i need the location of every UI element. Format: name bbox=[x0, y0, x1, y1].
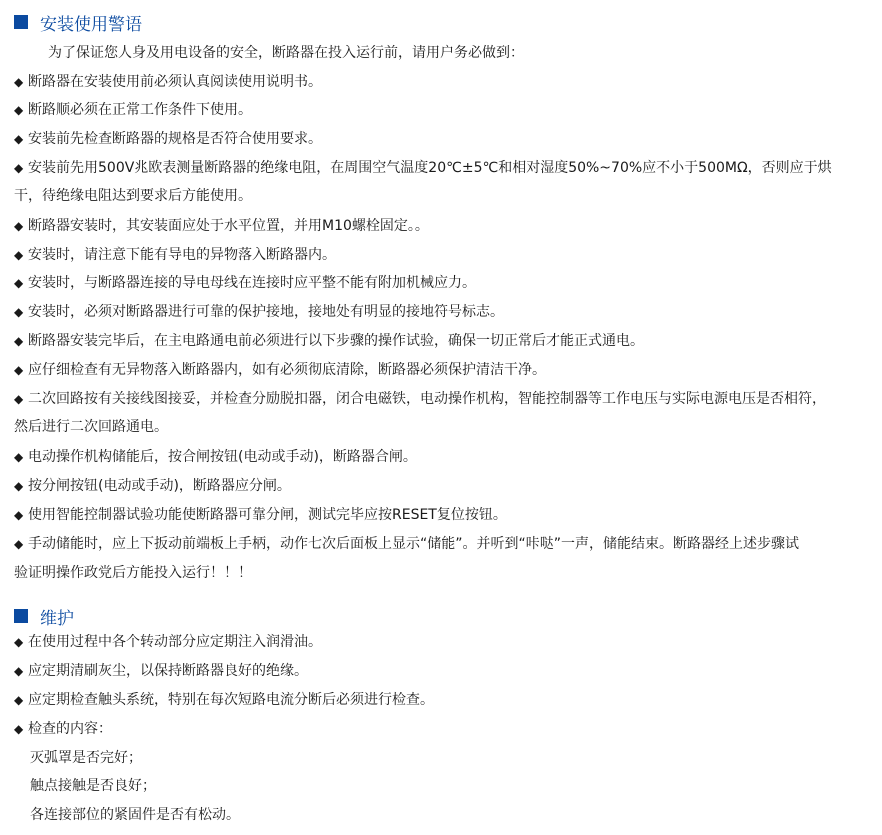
diamond-bullet-icon: ◆ bbox=[14, 132, 24, 146]
list-item bbox=[14, 68, 870, 97]
list-item-text: 断路器安装完毕后，在主电路通电前必须进行以下步骤的操作试验，确保一切正常后才能正式通电。 bbox=[28, 333, 644, 349]
section-marker-square bbox=[14, 15, 28, 29]
diamond-bullet-icon: ◆ bbox=[14, 537, 24, 551]
list-item bbox=[14, 298, 870, 327]
list-item bbox=[14, 356, 870, 385]
list-item bbox=[14, 657, 870, 686]
list-item-text: 手动储能时，应上下扳动前端板上手柄，动作七次后面板上显示“储能”。并听到“咔哒”一声，储能结束。断路器经上述步骤试 bbox=[28, 536, 800, 552]
intro-paragraph: 为了保证您人身及用电设备的安全，断路器在投入运行前，请用户务必做到： bbox=[48, 45, 524, 61]
list-item bbox=[14, 327, 870, 356]
list-item-text: 使用智能控制器试验功能使断路器可靠分闸，测试完毕应按RESET复位按钮。 bbox=[28, 507, 507, 523]
list-item bbox=[14, 715, 870, 744]
list-item bbox=[14, 501, 870, 530]
diamond-bullet-icon: ◆ bbox=[14, 103, 24, 117]
list-item-text: 断路器在安装使用前必须认真阅读使用说明书。 bbox=[28, 74, 322, 90]
list-item-text: 安装时，与断路器连接的导电母线在连接时应平整不能有附加机械应力。 bbox=[28, 275, 476, 291]
list-item bbox=[14, 212, 870, 241]
list-item-text: 安装前先用500V兆欧表测量断路器的绝缘电阻，在周围空气温度20℃±5℃和相对湿度50%~70%应不小于500MΩ，否则应于烘 bbox=[28, 160, 832, 176]
diamond-bullet-icon: ◆ bbox=[14, 508, 24, 522]
list-item bbox=[14, 96, 870, 125]
list-item-text: 安装前先检查断路器的规格是否符合使用要求。 bbox=[28, 131, 322, 147]
list-item-text: 应定期清刷灰尘，以保持断路器良好的绝缘。 bbox=[28, 663, 308, 679]
list-item-text: 断路器安装时，其安装面应处于水平位置，并用M10螺栓固定。。 bbox=[28, 218, 429, 234]
diamond-bullet-icon: ◆ bbox=[14, 276, 24, 290]
diamond-bullet-icon: ◆ bbox=[14, 219, 24, 233]
diamond-bullet-icon: ◆ bbox=[14, 248, 24, 262]
list-item bbox=[14, 385, 870, 414]
list-item bbox=[14, 530, 870, 559]
diamond-bullet-icon: ◆ bbox=[14, 305, 24, 319]
list-item bbox=[14, 269, 870, 298]
list-item bbox=[14, 125, 870, 154]
list-item-text: 应定期检查触头系统，特别在每次短路电流分断后必须进行检查。 bbox=[28, 692, 434, 708]
sub-item: 灭弧罩是否完好； bbox=[30, 750, 142, 766]
list-item bbox=[14, 241, 870, 270]
section-heading-maintenance bbox=[14, 604, 74, 628]
diamond-bullet-icon: ◆ bbox=[14, 392, 24, 406]
diamond-bullet-icon: ◆ bbox=[14, 479, 24, 493]
list-item-text: 在使用过程中各个转动部分应定期注入润滑油。 bbox=[28, 634, 322, 650]
section-title: 维护 bbox=[40, 608, 74, 629]
section-heading-installation-warnings bbox=[14, 10, 142, 34]
diamond-bullet-icon: ◆ bbox=[14, 722, 24, 736]
list-item-text: 应仔细检查有无异物落入断路器内，如有必须彻底清除，断路器必须保护清洁干净。 bbox=[28, 362, 546, 378]
list-item-text: 电动操作机构储能后，按合闸按钮(电动或手动)，断路器合闸。 bbox=[28, 449, 417, 465]
list-item bbox=[14, 472, 870, 501]
list-item-text: 检查的内容： bbox=[28, 721, 112, 737]
diamond-bullet-icon: ◆ bbox=[14, 635, 24, 649]
diamond-bullet-icon: ◆ bbox=[14, 363, 24, 377]
diamond-bullet-icon: ◆ bbox=[14, 334, 24, 348]
list-item-continuation: 然后进行二次回路通电。 bbox=[14, 419, 168, 435]
list-item bbox=[14, 686, 870, 715]
list-item-continuation: 干，待绝缘电阻达到要求后方能使用。 bbox=[14, 188, 252, 204]
diamond-bullet-icon: ◆ bbox=[14, 664, 24, 678]
list-item-text: 断路顺必须在正常工作条件下使用。 bbox=[28, 102, 252, 118]
list-item-text: 二次回路按有关接线图接妥，并检查分励脱扣器，闭合电磁铁，电动操作机构，智能控制器等工作电压与实际电源电压是否相符， bbox=[28, 391, 826, 407]
diamond-bullet-icon: ◆ bbox=[14, 450, 24, 464]
diamond-bullet-icon: ◆ bbox=[14, 693, 24, 707]
diamond-bullet-icon: ◆ bbox=[14, 75, 24, 89]
list-item-text: 按分闸按钮(电动或手动)，断路器应分闸。 bbox=[28, 478, 291, 494]
list-item-text: 安装时，必须对断路器进行可靠的保护接地，接地处有明显的接地符号标志。 bbox=[28, 304, 504, 320]
list-item-continuation: 验证明操作政党后方能投入运行！！！ bbox=[14, 565, 252, 581]
list-item-text: 安装时，请注意下能有导电的异物落入断路器内。 bbox=[28, 247, 336, 263]
sub-item: 各连接部位的紧固件是否有松动。 bbox=[30, 807, 240, 823]
list-item bbox=[14, 443, 870, 472]
section-marker-square bbox=[14, 609, 28, 623]
diamond-bullet-icon: ◆ bbox=[14, 161, 24, 175]
section-title: 安装使用警语 bbox=[40, 14, 142, 35]
list-item bbox=[14, 154, 870, 183]
sub-item: 触点接触是否良好； bbox=[30, 778, 156, 794]
list-item bbox=[14, 628, 870, 657]
